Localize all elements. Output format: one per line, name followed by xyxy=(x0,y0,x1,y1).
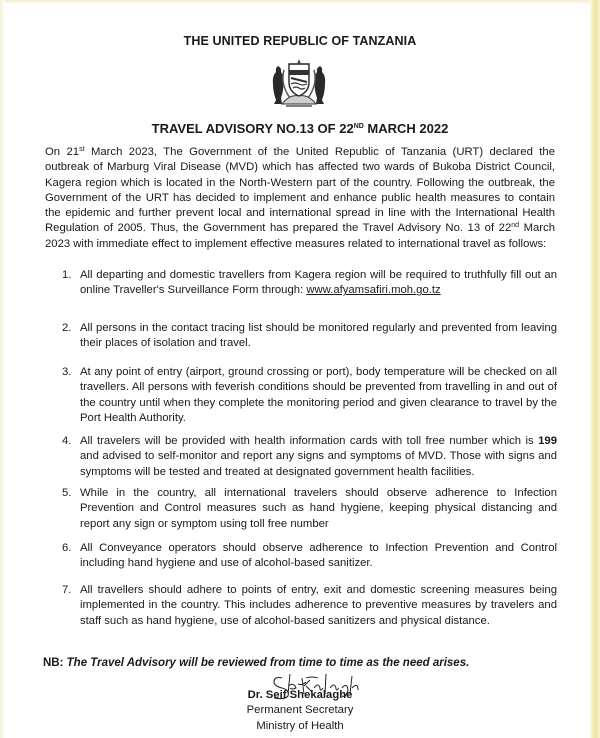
title-superscript: ND xyxy=(353,123,364,130)
item-number: 4. xyxy=(62,435,72,447)
intro-text: March 2023 with immediate effect to implement effective measures related to international travel as follows: xyxy=(45,222,555,250)
intro-superscript: st xyxy=(79,146,85,153)
item-text: All persons in the contact tracing list should be monitored regularly and prevented from leaving their places of isolation and travel. xyxy=(80,322,557,350)
list-item xyxy=(62,541,557,572)
item-number: 5. xyxy=(62,487,72,499)
item-text: and advised to self-monitor and report any signs and symptoms of MVD. Those with signs and symptoms will be tested and treated at designated government health facilities. xyxy=(80,450,557,478)
country-header: THE UNITED REPUBLIC OF TANZANIA xyxy=(183,34,417,48)
list-item xyxy=(62,268,557,299)
list-item xyxy=(62,365,557,426)
item-number: 1. xyxy=(62,269,72,281)
intro-paragraph xyxy=(45,145,555,252)
signatory-position: Permanent Secretary xyxy=(246,704,354,717)
item-text: All departing and domestic travellers from Kagera region will be required to truthfully fill out an online Traveller's Surveillance Form through: xyxy=(80,269,557,297)
list-item xyxy=(62,434,557,480)
item-text: All travelers will be provided with health information cards with toll free number which is xyxy=(80,435,539,447)
item-text: All travellers should adhere to points of entry, exit and domestic screening measures being implemented in the country. This includes adherence to preventive measures by travelers and staff such as hand hygiene, use of alcohol-based sanitizers and physical distance. xyxy=(80,584,557,627)
item-text: At any point of entry (airport, ground crossing or port), body temperature will be checked on all travellers. All persons with feverish conditions should be prevented from travelling in and out of the country until when they complete the monitoring period and given clearance to travel by the Port Health Authority. xyxy=(80,366,557,424)
item-number: 6. xyxy=(62,542,72,554)
signatory-ministry: Ministry of Health xyxy=(256,719,344,732)
list-item xyxy=(62,486,557,532)
intro-text: On 21 xyxy=(45,146,80,158)
signatory-name: Dr. Seif Shekalaghe xyxy=(247,689,353,701)
intro-text: March 2023, The Government of the United Republic of Tanzania (URT) declared the outbreak of Marburg Viral Disease (MVD) which has affected two wards of Bukoba District Council, Kagera region which is located in the North-Western part of the country. Following the outbreak, the Government of the URT has decided to implement and enhance public health measures to contain the epidemic and further prevent local and international spread in line with the International Health Regulation of 2005. Thus, the Government has prepared the Travel Advisory No. 13 of 22 xyxy=(45,146,555,235)
surveillance-form-link[interactable]: www.afyamsafiri.moh.go.tz xyxy=(306,284,441,297)
title-suffix: MARCH 2022 xyxy=(363,121,449,136)
toll-free-number: 199 xyxy=(538,435,557,447)
list-item xyxy=(62,583,557,629)
signature-block xyxy=(200,688,400,734)
coat-of-arms-icon xyxy=(264,58,334,108)
intro-superscript: nd xyxy=(511,222,520,230)
nb-label: NB: xyxy=(43,657,67,669)
item-number: 7. xyxy=(62,584,72,596)
item-text: While in the country, all international travelers should observe adherence to Infection Prevention and Control measures such as hand hygiene, keeping physical distancing and report any sign or symptom using toll free number xyxy=(80,487,557,530)
advisory-title xyxy=(0,121,600,136)
item-number: 2. xyxy=(62,322,72,334)
title-prefix: TRAVEL ADVISORY NO.13 OF 22 xyxy=(151,121,354,136)
item-number: 3. xyxy=(62,366,72,378)
list-item xyxy=(62,321,557,352)
item-text: All Conveyance operators should observe adherence to Infection Prevention and Control including hand hygiene and use of alcohol-based sanitizer. xyxy=(80,542,557,570)
nb-text: The Travel Advisory will be reviewed from time to time as the need arises. xyxy=(66,657,470,669)
nb-note xyxy=(43,657,563,669)
